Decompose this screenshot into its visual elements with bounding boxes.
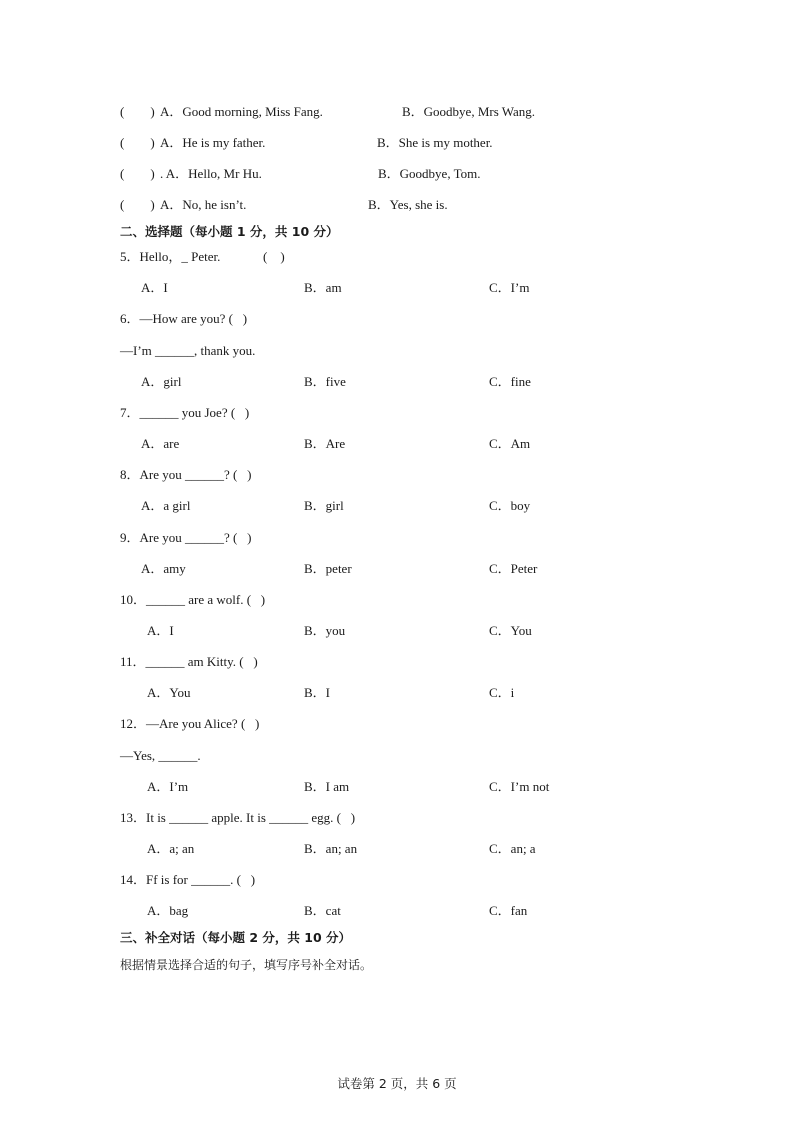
section-heading: 三、补全对话（每小题 2 分，共 10 分） [120, 930, 352, 945]
question-line2: —I’m ______, thank you. [120, 343, 256, 358]
option-c: C．boy [489, 498, 531, 513]
option-b: B．I [304, 685, 331, 700]
option-c: C．I’m [489, 280, 530, 295]
option-a: A．bag [147, 903, 189, 918]
option-a: A．are [141, 436, 180, 451]
section-instruction: 根据情景选择合适的句子，填写序号补全对话。 [120, 958, 373, 972]
option-b: B．girl [304, 498, 344, 513]
option-b: B．five [304, 374, 346, 389]
page-footer: 试卷第 2 页，共 6 页 [337, 1076, 457, 1091]
option-c: C．fan [489, 903, 528, 918]
option-c: C．i [489, 685, 515, 700]
option-b: B．I am [304, 779, 350, 794]
section-heading: 二、选择题（每小题 1 分，共 10 分） [120, 224, 339, 239]
option-a: A．girl [141, 374, 182, 389]
option-a: A．amy [141, 561, 186, 576]
option-a: A．I’m [147, 779, 189, 794]
answer-parentheses: ( ) [263, 249, 285, 264]
option-b: B．peter [304, 561, 352, 576]
option-a: A．Good morning, Miss Fang. [160, 104, 323, 119]
option-a: A．No, he isn’t. [160, 197, 247, 212]
option-a: A．I [147, 623, 174, 638]
option-b: B．you [304, 623, 346, 638]
question-stem: 6．—How are you? ( ) [120, 311, 248, 326]
option-a: . A．Hello, Mr Hu. [160, 166, 262, 181]
option-a: A．a; an [147, 841, 195, 856]
question-stem: 10．______ are a wolf. ( ) [120, 592, 266, 607]
question-stem: 14．Ff is for ______. ( ) [120, 872, 256, 887]
question-stem: 5．Hello，_ Peter. [120, 249, 221, 264]
option-c: C．fine [489, 374, 531, 389]
option-b: B．an; an [304, 841, 358, 856]
question-line2: —Yes, ______. [120, 748, 201, 763]
option-c: C．You [489, 623, 532, 638]
option-b: B．cat [304, 903, 341, 918]
question-stem: 9．Are you ______? ( ) [120, 530, 252, 545]
option-a: A．I [141, 280, 168, 295]
option-a: A．He is my father. [160, 135, 266, 150]
option-c: C．Am [489, 436, 531, 451]
option-b: B．Yes, she is. [368, 197, 448, 212]
answer-parentheses: ( ) [120, 197, 155, 212]
option-b: B．Goodbye, Tom. [378, 166, 481, 181]
option-b: B．Goodbye, Mrs Wang. [402, 104, 536, 119]
answer-parentheses: ( ) [120, 104, 155, 119]
answer-parentheses: ( ) [120, 166, 155, 181]
answer-parentheses: ( ) [120, 135, 155, 150]
question-stem: 12．—Are you Alice? ( ) [120, 716, 260, 731]
option-b: B．am [304, 280, 342, 295]
option-b: B．She is my mother. [377, 135, 493, 150]
question-stem: 7．______ you Joe? ( ) [120, 405, 250, 420]
option-b: B．Are [304, 436, 346, 451]
question-stem: 11．______ am Kitty. ( ) [120, 654, 258, 669]
option-a: A．You [147, 685, 191, 700]
question-stem: 13．It is ______ apple. It is ______ egg. ( ) [120, 810, 356, 825]
option-c: C．Peter [489, 561, 538, 576]
question-stem: 8．Are you ______? ( ) [120, 467, 252, 482]
option-c: C．an; a [489, 841, 536, 856]
option-c: C．I’m not [489, 779, 550, 794]
option-a: A．a girl [141, 498, 191, 513]
